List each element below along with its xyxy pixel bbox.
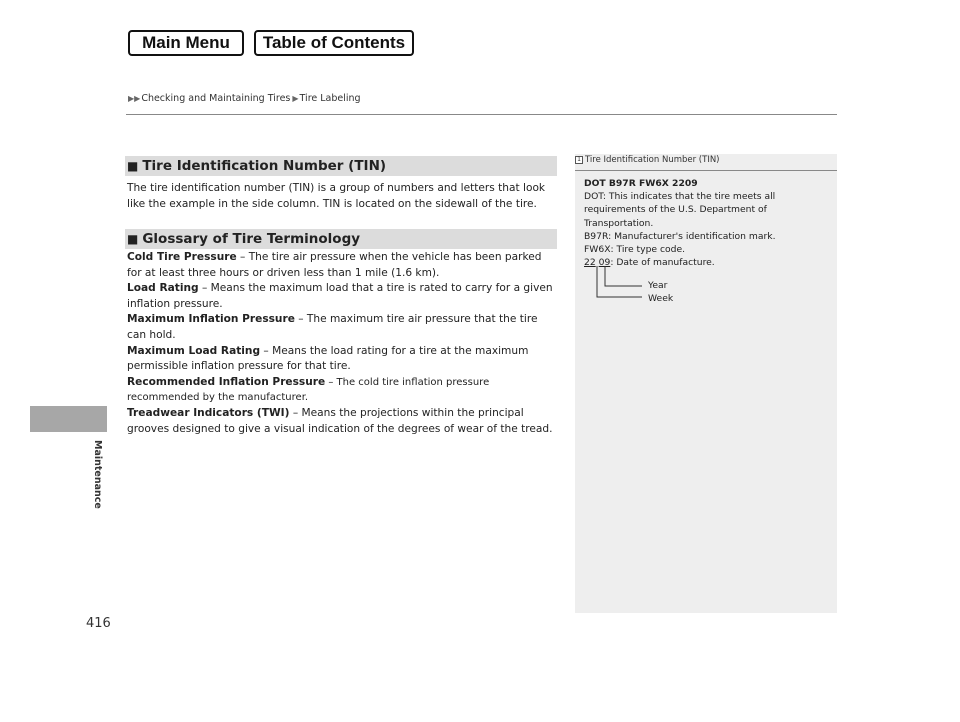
- glossary-entry: [127, 281, 559, 312]
- glossary-term: Maximum Load Rating: [127, 344, 261, 357]
- main-menu-button[interactable]: Main Menu: [128, 30, 244, 56]
- glossary-term: Maximum Inflation Pressure: [127, 313, 295, 326]
- date-year-digits: 09: [598, 257, 611, 269]
- glossary-term: Recommended Inflation Pressure: [127, 375, 326, 388]
- glossary-entry: [127, 375, 559, 406]
- date-week-digits: 22: [584, 257, 596, 269]
- glossary-definition: – Means the projections within the principal grooves designed to give a visual indication of the degrees of wear of the tread.: [127, 406, 553, 435]
- side-column-text: [584, 177, 829, 269]
- tire-type-explanation: FW6X: Tire type code.: [584, 244, 686, 256]
- week-label: Week: [648, 293, 674, 304]
- glossary-entry: [127, 250, 559, 281]
- section-heading-glossary: [125, 229, 557, 249]
- header-divider: [126, 114, 837, 115]
- glossary-entry: [127, 344, 559, 375]
- square-bullet-icon: ■: [127, 159, 139, 173]
- glossary-term: Treadwear Indicators (TWI): [127, 406, 290, 419]
- date-explanation-text: : Date of manufacture.: [610, 257, 715, 269]
- glossary-entry: [127, 406, 559, 437]
- week-leader-line: [597, 266, 642, 297]
- section-heading-tin: [125, 156, 557, 176]
- chapter-tab[interactable]: [30, 406, 107, 432]
- tin-paragraph: The tire identification number (TIN) is a group of numbers and letters that look like the example in the side column. TIN is located on the sidewall of the tire.: [127, 182, 546, 210]
- section-heading-tin-text: Tire Identification Number (TIN): [142, 158, 387, 174]
- glossary-term: Cold Tire Pressure: [127, 251, 237, 263]
- page-number: 416: [86, 616, 111, 631]
- side-column-title: [575, 155, 720, 165]
- glossary-list: [127, 250, 559, 437]
- glossary-definition: – The cold tire inflation pressure recommended by the manufacturer.: [127, 376, 490, 404]
- breadcrumb-arrow-icon: ▶▶: [128, 94, 141, 103]
- tin-example-code: DOT B97R FW6X 2209: [584, 178, 698, 189]
- glossary-entry: [127, 312, 559, 343]
- manufacturer-mark-explanation: B97R: Manufacturer's identification mark.: [584, 230, 776, 242]
- glossary-term: Load Rating: [127, 282, 199, 295]
- glossary-definition: – Means the load rating for a tire at the maximum permissible inflation pressure for that tire.: [127, 344, 529, 373]
- chapter-label: Maintenance: [92, 440, 103, 509]
- table-of-contents-button[interactable]: Table of Contents: [254, 30, 414, 56]
- glossary-definition: – The maximum tire air pressure that the tire can hold.: [127, 313, 538, 341]
- section-heading-glossary-text: Glossary of Tire Terminology: [142, 231, 361, 247]
- square-bullet-icon: ■: [127, 232, 139, 246]
- year-leader-line: [605, 266, 642, 286]
- breadcrumb-arrow-icon: ▶: [292, 94, 299, 103]
- dot-explanation: DOT: This indicates that the tire meets all requirements of the U.S. Department of Transportation.: [584, 191, 776, 229]
- year-label: Year: [648, 280, 668, 291]
- breadcrumb-item-checking-tires[interactable]: Checking and Maintaining Tires: [141, 93, 291, 104]
- breadcrumb-item-tire-labeling[interactable]: Tire Labeling: [299, 93, 361, 104]
- glossary-definition: – The tire air pressure when the vehicle has been parked for at least three hours or driven less than 1 mile (1.6 km).: [127, 251, 542, 279]
- side-column-divider: [575, 170, 837, 171]
- breadcrumb: [128, 93, 363, 104]
- side-column-title-text: Tire Identification Number (TIN): [585, 155, 720, 165]
- glossary-definition: – Means the maximum load that a tire is rated to carry for a given inflation pressure.: [127, 282, 553, 310]
- note-marker-icon: 1: [575, 156, 583, 164]
